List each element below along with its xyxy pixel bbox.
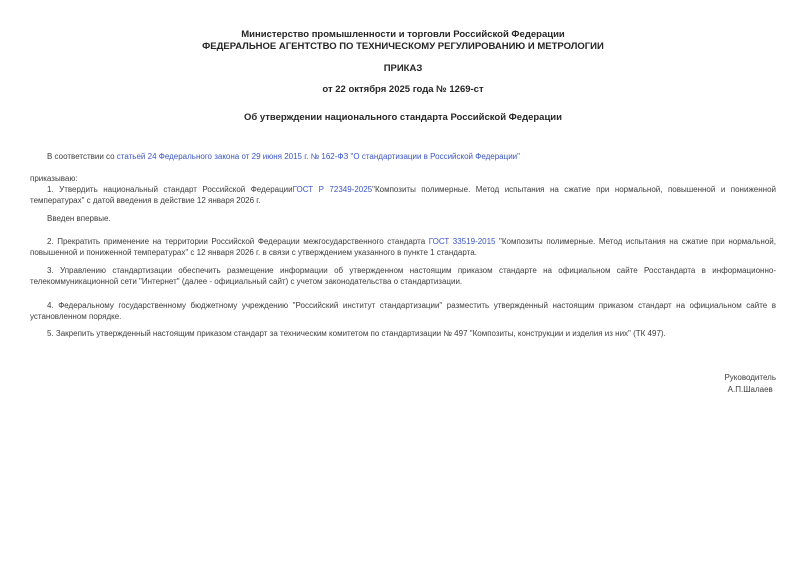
document-body (30, 151, 776, 396)
introduced-note: Введен впервые. (47, 214, 111, 223)
gost-r-72349-link[interactable]: ГОСТ Р 72349-2025 (292, 185, 373, 194)
clause-2-text: 2. Прекратить применение на территории Российской Федерации межгосударственного стандарта (47, 237, 429, 246)
clause-3: 3. Управлению стандартизации обеспечить размещение информации об утвержденном настоящим приказом стандарте на официальном сайте Росстандарта в информационно-телекоммуникационной сети "Интернет" (далее - официальный сайт) с учетом законодательства о стандартизации. (30, 266, 776, 286)
doc-date-number: от 22 октября 2025 года № 1269-ст (322, 84, 484, 95)
signer-title: Руководитель (724, 373, 776, 382)
signer-name: А.П.Шалаев (727, 385, 773, 394)
intro-text: В соответствии со (47, 152, 117, 161)
clause-1-tail: "Композиты полимерные. Метод испытания на сжатие при нормальной, повышенной и пониженной температурах" с датой введения в действие 12 января 2026 г. (30, 185, 776, 205)
orders-keyword: приказываю: (30, 174, 78, 183)
gost-33519-link[interactable]: ГОСТ 33519-2015 (428, 237, 496, 246)
doc-type-title: ПРИКАЗ (383, 63, 423, 74)
agency-name: ФЕДЕРАЛЬНОЕ АГЕНТСТВО ПО ТЕХНИЧЕСКОМУ РЕГУЛИРОВАНИЮ И МЕТРОЛОГИИ (202, 41, 604, 52)
signature-block (30, 372, 776, 396)
clause-2-tail: "Композиты полимерные. Метод испытания на сжатие при нормальной, повышенной и пониженной температурах" с 12 января 2026 г. в связи с утверждением указанного в пункте 1 стандарта. (30, 237, 776, 257)
clause-2 (30, 236, 776, 258)
clause-1 (30, 184, 776, 206)
doc-subject: Об утверждении национального стандарта Российской Федерации (243, 112, 562, 123)
clause-5: 5. Закрепить утвержденный настоящим приказом стандарт за техническим комитетом по стандартизации № 497 "Композиты, конструкции и изделия из них" (ТК 497). (47, 329, 666, 338)
clause-1-text: 1. Утвердить национальный стандарт Российской Федерации (47, 185, 293, 194)
law-162-fz-link[interactable]: статьей 24 Федерального закона от 29 июня 2015 г. № 162-ФЗ "О стандартизации в Российской Федерации" (116, 152, 520, 161)
document-header (30, 29, 776, 124)
intro-paragraph (30, 151, 776, 162)
clause-4: 4. Федеральному государственному бюджетному учреждению "Российский институт стандартизации" разместить утвержденный настоящим приказом стандарт на официальном сайте в установленном порядке. (30, 301, 776, 321)
ministry-name: Министерство промышленности и торговли Российской Федерации (241, 29, 565, 40)
